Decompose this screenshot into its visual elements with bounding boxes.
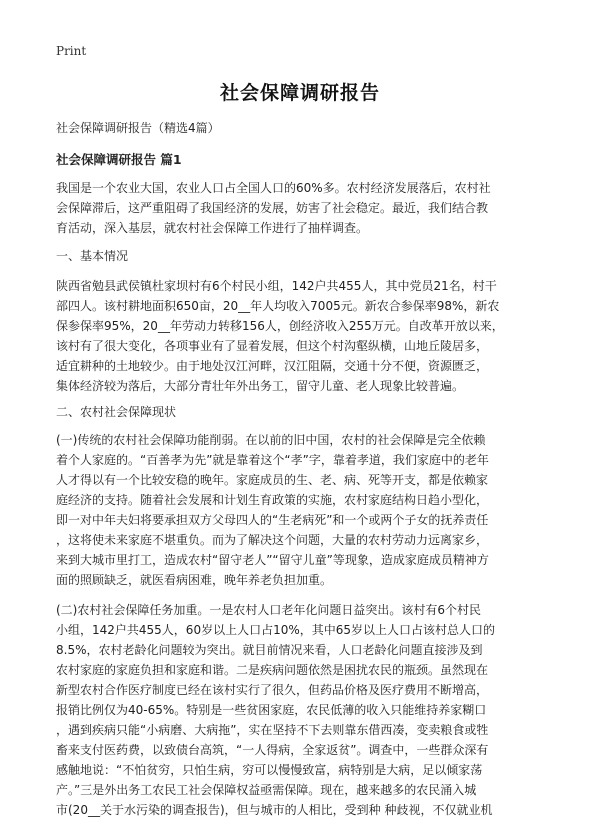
paragraph-line: ，遇到疾病只能“小病磨、大病拖”，实在坚持不下去则靠东借西凑，变卖粮食或牲 (56, 723, 489, 737)
paragraph-line: 感触地说：“不怕贫穷，只怕生病，穷可以慢慢致富，病特别是大病，足以倾家荡 (56, 763, 483, 777)
paragraph-line: 庭经济的支持。随着社会发展和计划生育政策的实施，农村家庭结构日趋小型化， (56, 493, 489, 507)
paragraph-line: 8.5%，农村老龄化问题较为突出。就目前情况来看，人口老龄化问题直接涉及到 (56, 643, 483, 657)
paragraph-line: 面的照顾缺乏，就医看病困难，晚年养老负担加重。 (56, 573, 333, 587)
paragraph-line: 来到大城市里打工，造成农村“留守老人”“留守儿童”等现象，造成家庭成员精神方 (56, 553, 489, 567)
page-title: 社会保障调研报告 (219, 82, 380, 104)
status-paragraph (56, 430, 545, 590)
paragraph-line: 人才得以有一个比较安稳的晚年。家庭成员的生、老、病、死等开支，都是依赖家 (56, 473, 489, 487)
heading-security-status: 二、农村社会保障现状 (56, 405, 177, 419)
task-paragraph (56, 600, 545, 820)
heading-basic-situation: 一、基本情况 (56, 249, 129, 263)
paragraph-line: 集体经济较为落后，大部分青壮年外出务工，留守儿童、老人现象比较普遍。 (56, 379, 465, 393)
paragraph-line: 即一对中年夫妇将要承担双方父母四人的“生老病死”和一个或两个子女的抚养责任 (56, 513, 489, 527)
paragraph-line: (一)传统的农村社会保障功能削弱。在以前的旧中国，农村的社会保障是完全依赖 (56, 433, 486, 447)
paragraph-line: ，这将使未来家庭不堪重负。而为了解决这个问题，大量的农村劳动力远离家乡， (56, 533, 489, 547)
paragraph-line: 小组，142户共455人，60岁以上人口占10%，其中65岁以上人口占该村总人口的 (56, 623, 496, 637)
paragraph-line: 适宜耕种的土地较少。由于地处汉江河畔，汉江阻隔，交通十分不便，资源匮乏， (56, 359, 489, 373)
paragraph-line: 新型农村合作医疗制度已经在该村实行了很久，但药品价格及医疗费用不断增高， (56, 683, 489, 697)
paragraph-line: (二)农村社会保障任务加重。一是农村人口老年化问题日益突出。该村有6个村民 (56, 603, 482, 617)
print-link[interactable]: Print (56, 44, 87, 58)
paragraph-line: 农村家庭的家庭负担和家庭和谐。二是疾病问题依然是困扰农民的瓶颈。虽然现在 (56, 663, 489, 677)
paragraph-line: 育活动，深入基层，就农村社会保障工作进行了抽样调查。 (56, 221, 369, 235)
paragraph-line: 产。”三是外出务工农民工社会保障权益亟需保障。现在，越来越多的农民涌入城 (56, 783, 477, 797)
paragraph-line: 陕西省勉县武侯镇杜家坝村有6个村民小组，142户共455人，其中党员21名，村干 (56, 279, 497, 293)
paragraph-line: 该村有了很大变化，各项事业有了显着发展，但这个村沟壑纵横，山地丘陵居多， (56, 339, 489, 353)
paragraph-line: 报销比例仅为40-65%。特别是一些贫困家庭，农民低薄的收入只能维持养家糊口 (56, 703, 487, 717)
paragraph-line: 市(20__关于水污染的调查报告)，但与城市的人相比，受到种 种歧视，不仅就业机 (56, 803, 493, 817)
paragraph-line: 我国是一个农业大国，农业人口占全国人口的60%多。农村经济发展落后，农村社 (56, 181, 491, 195)
paragraph-line: 保参保率95%，20__年劳动力转移156人，创经济收入255万元。自改革开放以来， (56, 319, 504, 333)
paragraph-line: 着个人家庭的。“百善孝为先”就是靠着这个“孝”字，靠着孝道，我们家庭中的老年 (56, 453, 489, 467)
document-subtitle: 社会保障调研报告（精选4篇） (56, 121, 220, 135)
section-heading: 社会保障调研报告 篇1 (56, 152, 182, 167)
paragraph-line: 部四人。该村耕地面积650亩，20__年人均收入7005元。新农合参保率98%，新农 (56, 299, 500, 313)
basic-situation-paragraph (56, 276, 545, 396)
paragraph-line: 会保障滞后，这严重阻碍了我国经济的发展，妨害了社会稳定。最近，我们结合教 (56, 201, 489, 215)
paragraph-line: 畜来支付医药费，以致债台高筑，“一人得病，全家返贫”。调查中，一些群众深有 (56, 743, 489, 757)
intro-paragraph (56, 178, 545, 238)
